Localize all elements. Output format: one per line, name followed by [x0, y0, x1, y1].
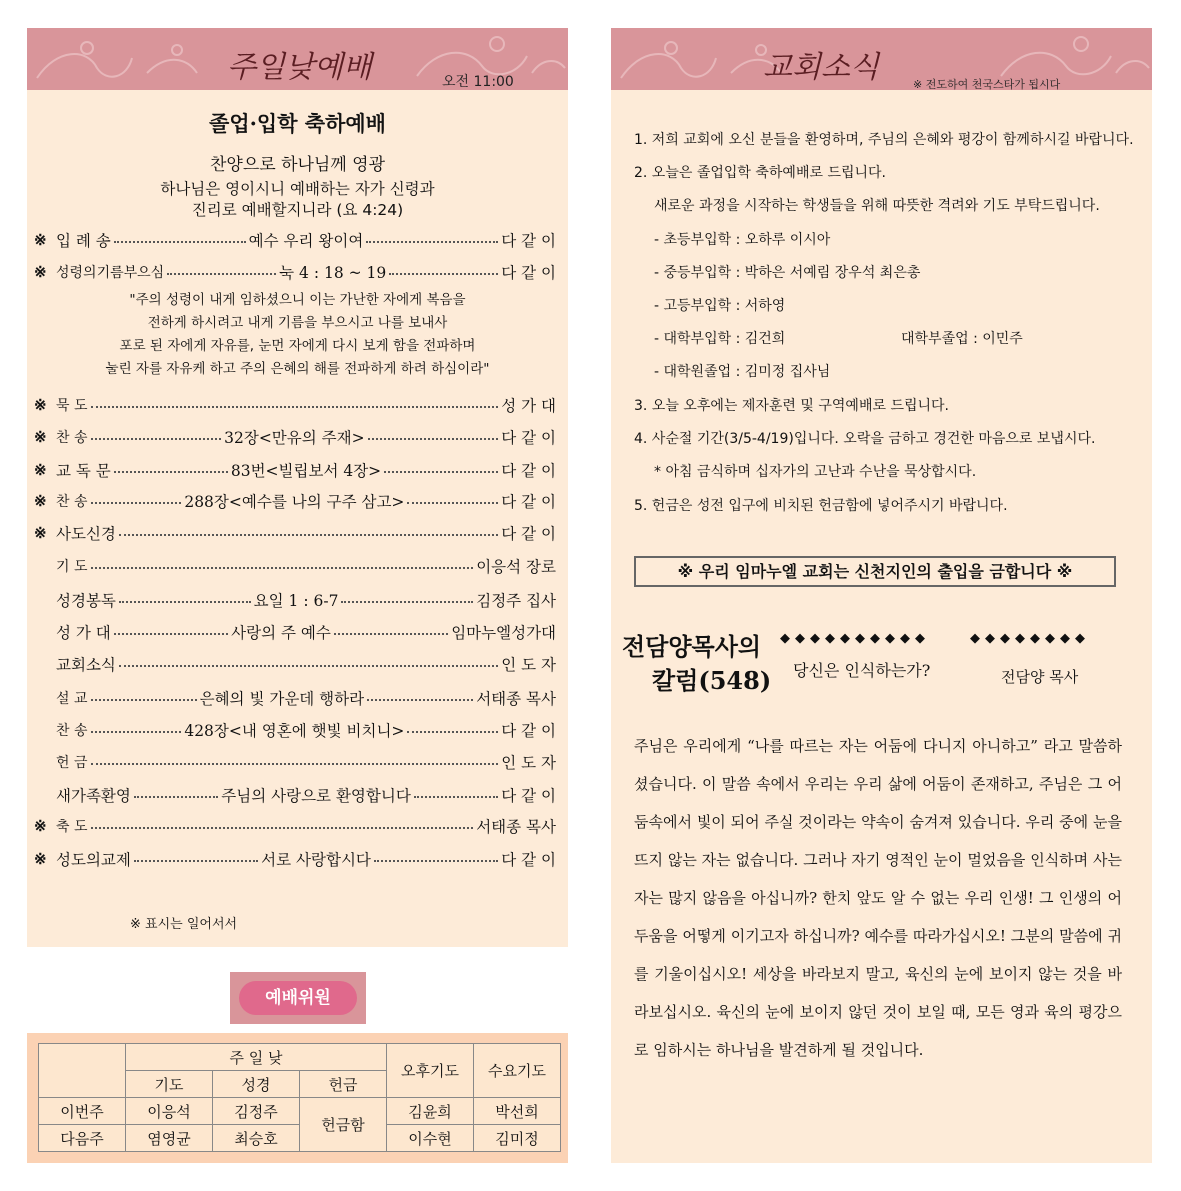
dot-leader [407, 731, 498, 733]
dot-leader [91, 827, 474, 829]
diamond-divider: ◆◆◆◆◆◆◆◆ [970, 631, 1090, 646]
program-item-leader: 인 도 자 [501, 754, 556, 772]
header-pm-prayer: 오후기도 [387, 1044, 474, 1098]
wed-prayer-cell: 박선희 [474, 1098, 561, 1125]
program-item-detail: 은혜의 빛 가운데 행하라 [199, 690, 365, 708]
dot-leader [368, 438, 499, 440]
program-item-detail: 428장<내 영혼에 햇빛 비치니> [184, 722, 405, 740]
header-wed-prayer: 수요기도 [474, 1044, 561, 1098]
program-row [34, 718, 556, 742]
program-item-name: 교 독 문 [56, 462, 111, 480]
program-item-name: 찬 송 [56, 430, 88, 446]
dot-leader [91, 567, 474, 569]
dot-leader [366, 241, 498, 243]
dot-leader [407, 502, 498, 504]
program-item-leader: 다 같 이 [501, 493, 557, 511]
column-body: 주님은 우리에게 “나를 따르는 자는 어둠에 다니지 아니하고” 라고 말씀하셨습니다. 이 말씀 속에서 우리는 우리 삶에 어둠이 존재하고, 주님은 그 어둠속에서 빛이 되어 주실 것이라는 약속이 숨겨져 있습니다. 우리 중에 눈을 뜨지 않는 자는 없습니다. 그러나 자기 영적인 눈이 멀었음을 인식하며 사는 자는 많지 않음을 아십니까? 한치 앞도 알 수 없는 우리 인생! 그 인생의 어두움을 어떻게 이기고자 하십니까? 예수를 따라가십시오! 그분의 말씀에 귀를 기울이십시오! 세상을 바라보지 말고, 육신의 눈에 보이지 않는 것을 바라보십시오. 육신의 눈에 보이지 않던 것이 보일 때, 모든 영과 육의 평강으로 임하시는 하나님을 발견하게 될 것입니다. [634, 737, 1122, 1059]
program-item-detail: 주님의 사랑으로 환영합니다 [221, 787, 411, 805]
dot-leader [91, 763, 499, 765]
program-row [34, 393, 556, 417]
dot-leader [341, 601, 473, 603]
program-row [34, 750, 556, 774]
motto-line-2: 진리로 예배할지니라 (요 4:24) [191, 201, 404, 219]
diamond-divider: ◆◆◆◆◆◆◆◆◆◆ [780, 631, 930, 646]
stand-mark: ※ [34, 428, 47, 446]
wed-prayer-cell: 김미정 [474, 1125, 561, 1152]
stand-mark: ※ [34, 231, 47, 249]
stand-mark: ※ [34, 850, 47, 868]
program-item-leader: 임마누엘성가대 [451, 624, 557, 642]
program-item-name: 성령의기름부으심 [56, 265, 165, 281]
column-subtitle: 당신은 인식하는가? [793, 661, 931, 680]
stand-note: ※ 표시는 일어서서 [130, 917, 238, 932]
floral-ornament-icon [611, 28, 1152, 90]
program-item-leader: 다 같 이 [501, 429, 556, 447]
program-item-leader: 다 같 이 [501, 232, 557, 250]
prayer-cell: 염영균 [126, 1125, 213, 1152]
program-item-leader: 다 같 이 [501, 722, 557, 740]
dot-leader [384, 471, 498, 473]
program-row [34, 814, 556, 838]
program-item-leader: 성 가 대 [501, 397, 556, 415]
committee-label-box [230, 972, 366, 1024]
service-theme: 찬양으로 하나님께 영광 [209, 155, 386, 175]
program-row [34, 620, 556, 644]
dot-leader [414, 796, 498, 798]
dot-leader [119, 534, 498, 536]
worship-banner [27, 28, 568, 90]
dot-leader [334, 633, 448, 635]
dot-leader [114, 471, 228, 473]
dot-leader [114, 633, 228, 635]
program-item-leader: 다 같 이 [501, 787, 556, 805]
scripture-quote [27, 289, 568, 381]
news-item: - 초등부입학 : 오하루 이시아 [654, 232, 831, 248]
header-offering: 헌금 [300, 1071, 387, 1098]
table-row [39, 1098, 561, 1125]
notice-banner: ※ 우리 임마누엘 교회는 신천지인의 출입을 금합니다 ※ [634, 556, 1116, 587]
program-item-detail: 288장<예수를 나의 구주 삼고> [184, 493, 405, 511]
program-row [34, 847, 556, 871]
program-item-name: 교회소식 [56, 656, 116, 674]
dot-leader [91, 502, 182, 504]
news-title: 교회소식 [763, 50, 879, 85]
worship-title: 주일낮예배 [227, 50, 372, 85]
header-sunday: 주 일 낮 [126, 1044, 387, 1071]
program-item-name: 헌 금 [56, 755, 88, 771]
program-item-name: 기 도 [56, 559, 88, 575]
verse-line: 눌린 자를 자유케 하고 주의 은혜의 해를 전파하게 하려 하심이라" [105, 361, 490, 377]
news-item: 5. 헌금은 성전 입구에 비치된 헌금함에 넣어주시기 바랍니다. [634, 498, 1008, 514]
verse-line: "주의 성령이 내게 임하셨으니 이는 가난한 자에게 복음을 [129, 292, 466, 308]
program-row [34, 588, 556, 612]
service-time: 오전 11:00 [442, 74, 514, 90]
stand-mark: ※ [34, 461, 47, 479]
program-item-leader: 김정주 집사 [476, 592, 557, 610]
committee-table [38, 1043, 561, 1152]
program-item-leader: 서태종 목사 [476, 690, 556, 708]
program-item-detail: 예수 우리 왕이여 [248, 232, 364, 250]
program-row [34, 783, 556, 807]
verse-line: 전하게 하시려고 내게 기름을 부으시고 나를 보내사 [147, 315, 448, 331]
program-item-name: 축 도 [56, 819, 88, 835]
program-item-leader: 이응석 장로 [476, 558, 556, 576]
program-row [34, 228, 556, 252]
program-item-detail: 서로 사랑합시다 [261, 851, 371, 869]
program-item-name: 성 가 대 [56, 624, 111, 642]
stand-mark: ※ [34, 817, 47, 835]
dot-leader [167, 273, 276, 275]
service-title: 졸업·입학 축하예배 [209, 111, 386, 136]
committee-label: 예배위원 [239, 981, 357, 1015]
program-item-name: 묵 도 [56, 398, 88, 414]
dot-leader [367, 699, 473, 701]
dot-leader [389, 273, 498, 275]
stand-mark: ※ [34, 263, 47, 281]
news-item: * 아침 금식하며 십자가의 고난과 수난을 묵상합시다. [654, 464, 977, 480]
program-item-name: 성도의교제 [56, 851, 131, 869]
dot-leader [374, 860, 498, 862]
program-item-detail: 눅 4 : 18 ~ 19 [279, 264, 387, 282]
stand-mark: ※ [34, 524, 47, 542]
dot-leader [119, 665, 498, 667]
table-corner [39, 1044, 126, 1098]
column-author: 전담양 목사 [1001, 668, 1079, 686]
news-item: 새로운 과정을 시작하는 학생들을 위해 따뜻한 격려와 기도 부탁드립니다. [654, 198, 1100, 214]
column-title-2: 칼럼(548) [652, 666, 772, 695]
motto-line-1: 하나님은 영이시니 예배하는 자가 신령과 [160, 180, 435, 198]
program-row [34, 686, 556, 710]
program-item-leader: 다 같 이 [501, 851, 556, 869]
dot-leader [91, 699, 197, 701]
program-row [34, 489, 556, 513]
dot-leader [114, 241, 246, 243]
prayer-cell: 이응석 [126, 1098, 213, 1125]
news-item: - 중등부입학 : 박하은 서예림 장우석 최은총 [654, 265, 921, 281]
program-item-detail: 요일 1 : 6-7 [253, 592, 339, 610]
program-item-leader: 서태종 목사 [476, 818, 556, 836]
dot-leader [134, 796, 218, 798]
news-item: 대학부졸업 : 이민주 [901, 331, 1023, 347]
program-row [34, 521, 556, 545]
scripture-cell: 최승호 [213, 1125, 300, 1152]
news-item: - 대학부입학 : 김건희 [654, 331, 786, 347]
program-item-name: 성경봉독 [56, 592, 116, 610]
news-item: - 대학원졸업 : 김미정 집사님 [654, 364, 831, 380]
header-scripture: 성경 [213, 1071, 300, 1098]
program-row [34, 554, 556, 578]
news-banner [611, 28, 1152, 90]
scripture-cell: 김정주 [213, 1098, 300, 1125]
program-item-leader: 다 같 이 [501, 525, 556, 543]
program-item-leader: 다 같 이 [501, 462, 557, 480]
stand-mark: ※ [34, 492, 47, 510]
program-item-name: 사도신경 [56, 525, 116, 543]
header-prayer: 기도 [126, 1071, 213, 1098]
dot-leader [119, 601, 251, 603]
week-cell: 이번주 [39, 1098, 126, 1125]
program-item-detail: 사랑의 주 예수 [231, 624, 331, 642]
offering-cell: 헌금함 [300, 1098, 387, 1152]
program-row [34, 652, 556, 676]
program-item-name: 입 례 송 [56, 232, 111, 250]
news-item: 1. 저희 교회에 오신 분들을 환영하며, 주님의 은혜와 평강이 함께하시길 바랍니다. [634, 132, 1134, 148]
pm-prayer-cell: 김윤희 [387, 1098, 474, 1125]
dot-leader [91, 438, 222, 440]
dot-leader [134, 860, 258, 862]
news-item: 4. 사순절 기간(3/5-4/19)입니다. 오락을 금하고 경건한 마음으로 보냅시다. [634, 431, 1096, 447]
week-cell: 다음주 [39, 1125, 126, 1152]
news-item: 3. 오늘 오후에는 제자훈련 및 구역예배로 드립니다. [634, 398, 949, 414]
program-item-detail: 32장<만유의 주재> [224, 429, 365, 447]
program-item-name: 설 교 [56, 691, 88, 707]
program-item-leader: 다 같 이 [501, 264, 556, 282]
program-row [34, 425, 556, 449]
program-item-leader: 인 도 자 [501, 656, 556, 674]
program-item-detail: 83번<빌립보서 4장> [230, 462, 382, 480]
evangelism-note: ※ 전도하여 천국스타가 됩시다 [913, 78, 1061, 90]
program-row [34, 260, 556, 284]
column-title-1: 전담양목사의 [622, 632, 762, 661]
stand-mark: ※ [34, 396, 47, 414]
dot-leader [91, 731, 182, 733]
news-item: 2. 오늘은 졸업입학 축하예배로 드립니다. [634, 165, 886, 181]
news-item: - 고등부입학 : 서하영 [654, 298, 786, 314]
pm-prayer-cell: 이수현 [387, 1125, 474, 1152]
program-item-name: 새가족환영 [56, 787, 131, 805]
program-item-name: 찬 송 [56, 494, 88, 510]
program-row [34, 458, 556, 482]
program-item-name: 찬 송 [56, 723, 88, 739]
dot-leader [91, 406, 499, 408]
verse-line: 포로 된 자에게 자유를, 눈먼 자에게 다시 보게 함을 전파하며 [119, 338, 476, 354]
